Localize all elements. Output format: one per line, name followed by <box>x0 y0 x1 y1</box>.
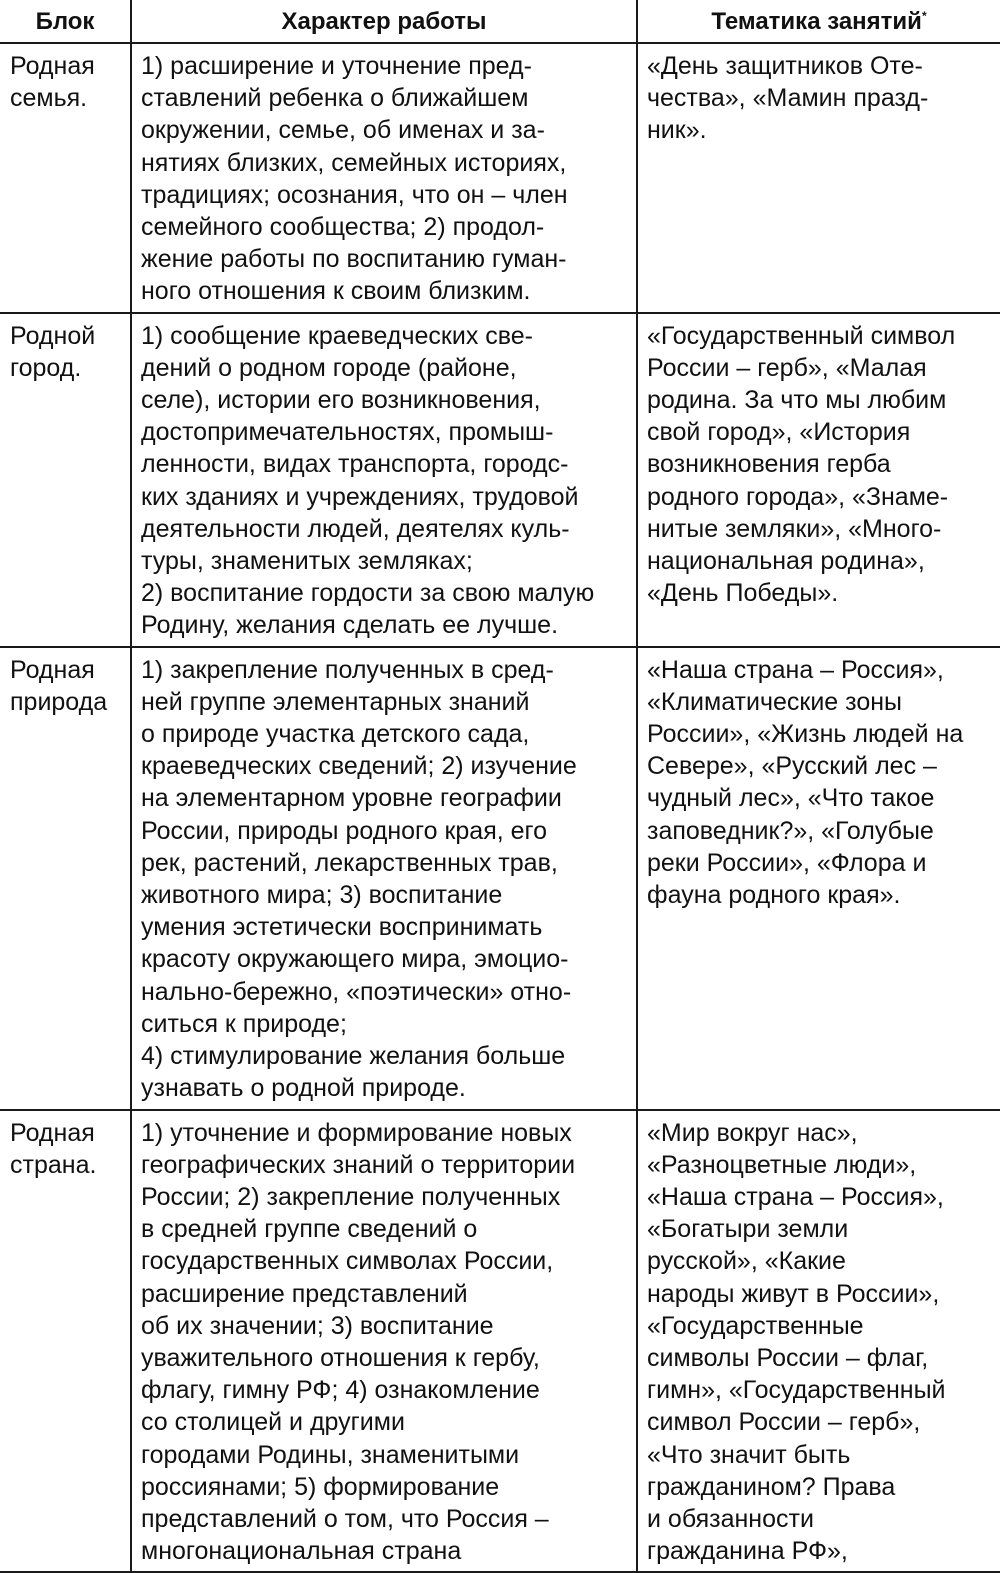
topics-cell <box>637 43 1000 313</box>
text-line: ситься к природе; <box>141 1009 347 1038</box>
text-line: уважительного отношения к гербу, <box>141 1343 540 1372</box>
text-line: ленности, видах транспорта, городс- <box>141 450 569 479</box>
text-line: традициях; осознания, что он – член <box>141 180 568 209</box>
text-line: семейного сообщества; 2) продол- <box>141 213 545 242</box>
text-line: символы России – флаг, <box>647 1343 929 1372</box>
text-line: Родину, желания сделать ее лучше. <box>141 611 559 640</box>
text-line: 2) воспитание гордости за свою малую <box>141 579 595 608</box>
text-line: родного города», «Знаме- <box>647 482 949 511</box>
text-line: 1) уточнение и формирование новых <box>141 1118 572 1147</box>
text-line: «День защитников Оте- <box>647 52 923 80</box>
text-line: русской», «Какие <box>647 1247 846 1276</box>
text-line: «Наша страна – Россия», <box>647 1182 944 1211</box>
text-line: со столицей и другими <box>141 1408 405 1437</box>
text-line: об их значении; 3) воспитание <box>141 1311 494 1340</box>
text-line: «Государственные <box>647 1311 864 1340</box>
topics-cell <box>637 1110 1000 1573</box>
text-line: географических знаний о территории <box>141 1150 576 1179</box>
text-line: России», «Жизнь людей на <box>647 720 964 749</box>
text-line: национальная родина», <box>647 547 925 576</box>
header-row <box>0 0 1000 43</box>
work-cell <box>131 43 637 313</box>
text-line: красоту окружающего мира, эмоцио- <box>141 945 569 974</box>
header-topics <box>637 0 1000 43</box>
text-line: деятельности людей, деятелях куль- <box>141 514 570 543</box>
text-line: «Климатические зоны <box>647 687 903 716</box>
text-line: флагу, гимну РФ; 4) ознакомление <box>141 1376 540 1405</box>
header-block: Блок <box>0 0 131 43</box>
text-line: многонациональная страна <box>141 1537 462 1566</box>
topics-cell <box>637 647 1000 1110</box>
text-line: заповедник?», «Голубые <box>647 816 934 845</box>
text-line: дений о родном городе (районе, <box>141 353 517 382</box>
text-line: достопримечательностях, промыш- <box>141 418 554 447</box>
text-line: краеведческих сведений; 2) изучение <box>141 752 577 781</box>
text-line: ного отношения к своим близким. <box>141 277 531 306</box>
header-topics-label: Тематика занятий <box>711 8 922 35</box>
text-line: в средней группе сведений о <box>141 1215 478 1244</box>
text-line: России, природы родного края, его <box>141 816 547 845</box>
text-line: 4) стимулирование желания больше <box>141 1042 566 1071</box>
footnote-marker: * <box>921 9 927 23</box>
text-line: родина. За что мы любим <box>647 386 947 415</box>
text-line: Родной <box>10 321 96 350</box>
text-line: фауна родного края». <box>647 881 901 910</box>
text-line: россиянами; 5) формирование <box>141 1472 500 1501</box>
text-line: ней группе элементарных знаний <box>141 687 530 716</box>
work-cell <box>131 313 637 647</box>
text-line: гимн», «Государственный <box>647 1376 946 1405</box>
text-line: символ России – герб», <box>647 1408 921 1437</box>
text-line: окружении, семье, об именах и за- <box>141 116 545 145</box>
text-line: жение работы по воспитанию гуман- <box>141 245 567 274</box>
text-line: «Что значит быть <box>647 1440 851 1469</box>
table-row <box>0 313 1000 647</box>
text-line: и обязанности <box>647 1504 814 1533</box>
text-line: расширение представлений <box>141 1279 468 1308</box>
text-line: животного мира; 3) воспитание <box>141 881 503 910</box>
text-line: «День Победы». <box>647 579 839 608</box>
text-line: гражданина РФ», <box>647 1537 848 1566</box>
text-line: представлений о том, что Россия – <box>141 1504 549 1533</box>
text-line: природа <box>10 687 108 716</box>
text-line: городами Родины, знаменитыми <box>141 1440 520 1469</box>
text-line: свой город», «История <box>647 418 911 447</box>
block-cell <box>0 647 131 1110</box>
block-cell <box>0 313 131 647</box>
text-line: «Мир вокруг нас», <box>647 1118 858 1147</box>
text-line: России; 2) закрепление полученных <box>141 1182 561 1211</box>
text-line: «Наша страна – Россия», <box>647 655 944 684</box>
block-cell <box>0 43 131 313</box>
text-line: ких зданиях и учреждениях, трудовой <box>141 482 579 511</box>
text-line: чества», «Мамин празд- <box>647 84 929 113</box>
text-line: возникновения герба <box>647 450 891 479</box>
text-line: 1) закрепление полученных в сред- <box>141 655 554 684</box>
text-line: России – герб», «Малая <box>647 353 927 382</box>
table-row <box>0 1110 1000 1573</box>
text-line: «Богатыри земли <box>647 1215 849 1244</box>
text-line: страна. <box>10 1150 97 1179</box>
text-line: умения эстетически воспринимать <box>141 913 543 942</box>
text-line: нитые земляки», «Много- <box>647 514 942 543</box>
topics-cell <box>637 313 1000 647</box>
text-line: Севере», «Русский лес – <box>647 752 937 781</box>
text-line: нятиях близких, семейных историях, <box>141 148 567 177</box>
work-cell <box>131 647 637 1110</box>
text-line: на элементарном уровне географии <box>141 784 562 813</box>
text-line: гражданином? Права <box>647 1472 896 1501</box>
work-cell <box>131 1110 637 1573</box>
text-line: о природе участка детского сада, <box>141 720 530 749</box>
text-line: нально-бережно, «поэтически» отно- <box>141 977 572 1006</box>
text-line: селе), истории его возникновения, <box>141 386 541 415</box>
text-line: «Государственный символ <box>647 321 956 350</box>
text-line: узнавать о родной природе. <box>141 1074 466 1103</box>
header-work: Характер работы <box>131 0 637 43</box>
text-line: ставлений ребенка о ближайшем <box>141 84 529 113</box>
table-row <box>0 647 1000 1110</box>
text-line: туры, знаменитых земляках; <box>141 547 473 576</box>
text-line: рек, растений, лекарственных трав, <box>141 848 558 877</box>
table-body <box>0 43 1000 1572</box>
text-line: государственных символах России, <box>141 1247 554 1276</box>
text-line: чудный лес», «Что такое <box>647 784 935 813</box>
text-line: народы живут в России», <box>647 1279 940 1308</box>
table-row <box>0 43 1000 313</box>
text-line: Родная <box>10 52 95 80</box>
text-line: «Разноцветные люди», <box>647 1150 917 1179</box>
text-line: город. <box>10 353 82 382</box>
text-line: ник». <box>647 116 707 145</box>
text-line: семья. <box>10 84 88 113</box>
text-line: Родная <box>10 1118 95 1147</box>
text-line: 1) расширение и уточнение пред- <box>141 52 532 80</box>
text-line: Родная <box>10 655 95 684</box>
block-cell <box>0 1110 131 1573</box>
text-line: 1) сообщение краеведческих све- <box>141 321 533 350</box>
text-line: реки России», «Флора и <box>647 848 927 877</box>
